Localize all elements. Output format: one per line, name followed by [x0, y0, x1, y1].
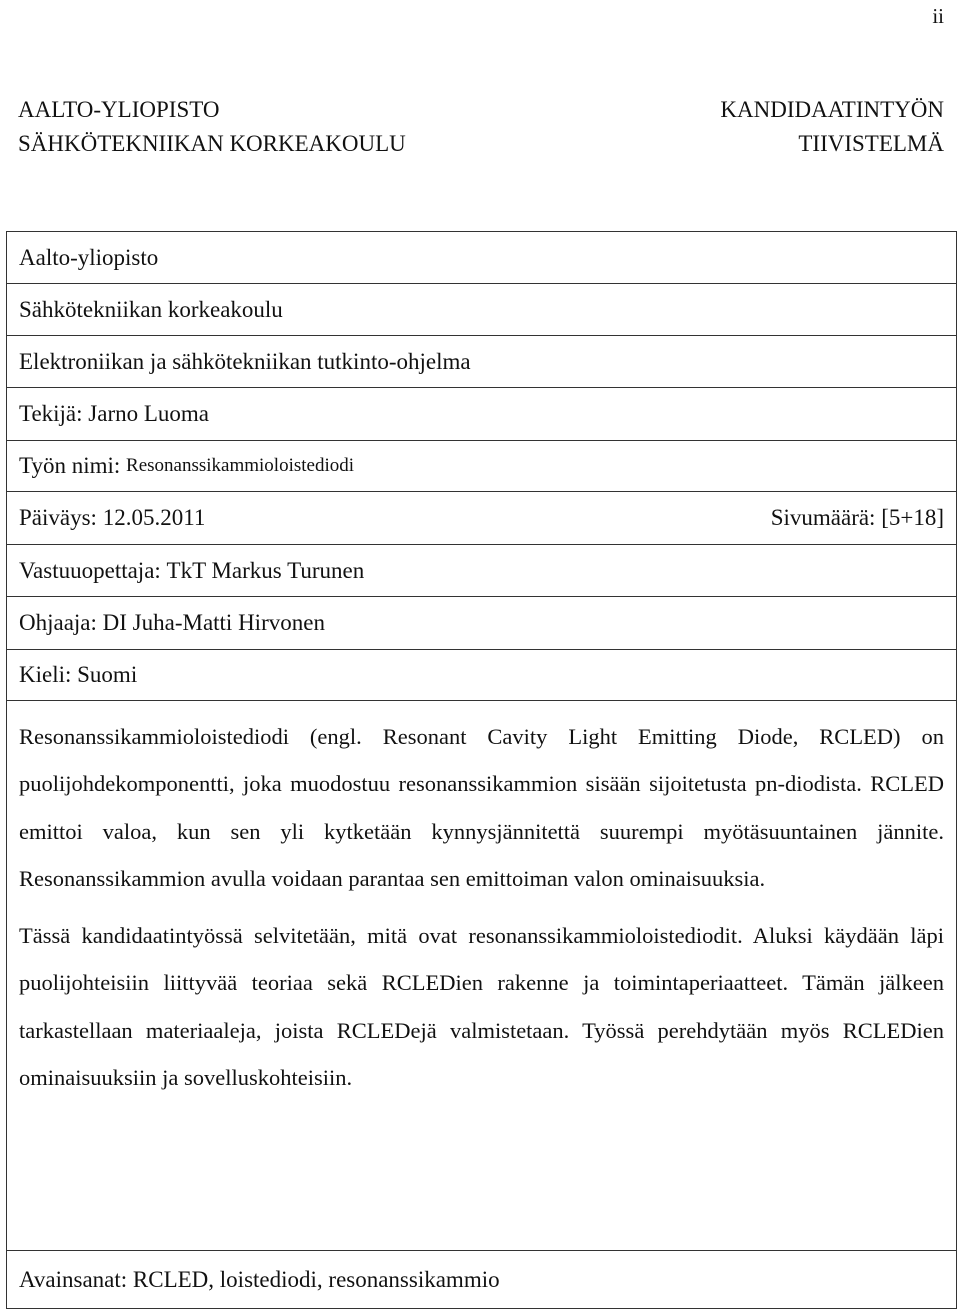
header-right — [720, 93, 944, 161]
date-value: 12.05.2011 — [102, 505, 206, 530]
supervisor-value: TkT Markus Turunen — [166, 557, 365, 583]
pages-value: [5+18] — [881, 505, 944, 530]
language-value: Suomi — [77, 662, 138, 687]
instructor-value: DI Juha-Matti Hirvonen — [102, 610, 325, 635]
pages-label: Sivumäärä: — [770, 505, 876, 530]
university-heading: AALTO-YLIOPISTO — [18, 97, 220, 122]
header-left — [18, 93, 406, 161]
abstract-text — [7, 701, 956, 1251]
program-row — [7, 336, 956, 388]
document-type-line2: TIIVISTELMÄ — [798, 131, 944, 156]
date-label: Päiväys: — [19, 505, 97, 530]
language-row — [7, 650, 956, 701]
abstract-paragraph-1: Resonanssikammioloistediodi (engl. Resonant Cavity Light Emitting Diode, RCLED) on puolijohdekomponentti, joka muodostuu resonanssikammion sisään sijoitetusta pn-diodista. RCLED emittoi valoa, kun sen yli kytketään kynnysjännitettä suurempi myötäsuuntainen jännite. Resonanssikammion avulla voidaan parantaa sen emittoiman valon ominaisuuksia. — [19, 724, 944, 891]
school-row — [7, 284, 956, 336]
program-value: Elektroniikan ja sähkötekniikan tutkinto-ohjelma — [19, 348, 471, 374]
page-number: ii — [932, 4, 944, 28]
author-row — [7, 388, 956, 441]
abstract-form — [6, 231, 957, 1309]
keywords-row — [7, 1251, 956, 1308]
keywords-label: Avainsanat: — [19, 1266, 128, 1292]
instructor-row — [7, 597, 956, 650]
author-value: Jarno Luoma — [88, 401, 209, 426]
abstract-paragraph-2: Tässä kandidaatintyössä selvitetään, mitä ovat resonanssikammioloistediodit. Aluksi käydään läpi puolijohteisiin liittyvää teoriaa sekä RCLEDien rakenne ja toimintaperiaatteet. Tämän jälkeen tarkastellaan materiaaleja, joista RCLEDejä valmistetaan. Työssä perehdytään myös RCLEDien ominaisuuksiin ja sovelluskohteisiin. — [19, 923, 944, 1091]
supervisor-row — [7, 545, 956, 597]
keywords-value: RCLED, loistediodi, resonanssikammio — [132, 1266, 500, 1292]
school-heading: SÄHKÖTEKNIIKAN KORKEAKOULU — [18, 131, 406, 156]
university-row — [7, 232, 956, 284]
language-label: Kieli: — [19, 662, 72, 687]
title-label: Työn nimi: — [19, 453, 121, 478]
title-row — [7, 441, 956, 492]
author-label: Tekijä: — [19, 401, 83, 426]
supervisor-label: Vastuuopettaja: — [19, 557, 161, 583]
date-pages-row — [7, 492, 956, 545]
school-value: Sähkötekniikan korkeakoulu — [19, 296, 283, 322]
document-type-line1: KANDIDAATINTYÖN — [720, 97, 944, 122]
title-value: Resonanssikammioloistediodi — [126, 455, 355, 476]
university-value: Aalto-yliopisto — [19, 244, 159, 270]
instructor-label: Ohjaaja: — [19, 610, 97, 635]
